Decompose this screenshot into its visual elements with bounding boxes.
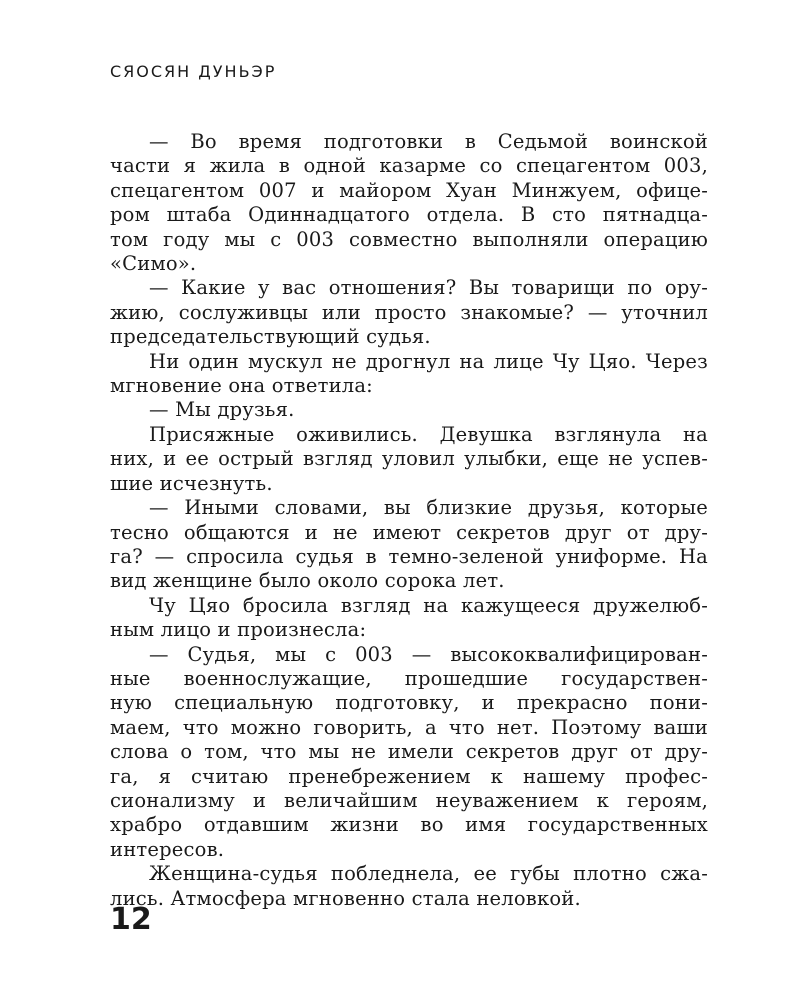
text-line: интересов. — [110, 837, 225, 861]
text-line: — Иными словами, вы близкие друзья, которые — [149, 496, 708, 520]
text-line: жию, сослуживцы или просто знакомые? — уточнил — [110, 300, 708, 324]
text-line: Присяжные оживились. Девушка взглянула на — [149, 422, 708, 446]
text-line: га, я считаю пренебрежением к нашему профес- — [110, 764, 708, 788]
text-line: храбро отдавшим жизни во имя государственных — [110, 813, 708, 837]
page-number: 12 — [110, 902, 152, 937]
text-line: — Мы друзья. — [149, 398, 295, 422]
text-line: «Симо». — [110, 252, 197, 276]
text-line: председательствующий судья. — [110, 325, 431, 349]
text-line: вид женщине было около сорока лет. — [110, 569, 505, 593]
text-line: них, и ее острый взгляд уловил улыбки, еще не успев- — [110, 447, 708, 471]
text-line: маем, что можно говорить, а что нет. Поэтому ваши — [110, 715, 708, 739]
text-line: том году мы с 003 совместно выполняли операцию — [110, 227, 708, 251]
text-line: части я жила в одной казарме со спецагентом 003, — [110, 154, 708, 178]
text-line: лись. Атмосфера мгновенно стала неловкой. — [110, 886, 581, 910]
text-line: тесно общаются и не имеют секретов друг от дру- — [110, 520, 708, 544]
text-line: шие исчезнуть. — [110, 471, 273, 495]
text-line: ным лицо и произнесла: — [110, 618, 367, 642]
text-line: ную специальную подготовку, и прекрасно пони- — [110, 691, 708, 715]
text-line: Ни один мускул не дрогнул на лице Чу Цяо. Через — [149, 349, 708, 373]
text-line: — Во время подготовки в Седьмой воинской — [149, 130, 708, 153]
text-line: Женщина-судья побледнела, ее губы плотно сжа- — [149, 862, 708, 886]
text-line: ром штаба Одиннадцатого отдела. В сто пятнадца- — [110, 203, 708, 227]
text-line: Чу Цяо бросила взгляд на кажущееся дружелюб- — [149, 593, 708, 617]
running-header: СЯОСЯН ДУНЬЭР — [110, 62, 277, 81]
body-text — [110, 130, 708, 911]
text-line: слова о том, что мы не имели секретов друг от дру- — [110, 740, 708, 764]
text-line: — Судья, мы с 003 — высококвалифицирован- — [149, 642, 708, 666]
text-line: мгновение она ответила: — [110, 374, 373, 398]
text-line: ные военнослужащие, прошедшие государствен- — [110, 666, 708, 690]
text-line: — Какие у вас отношения? Вы товарищи по ору- — [149, 276, 708, 300]
text-line: га? — спросила судья в темно-зеленой униформе. На — [110, 544, 708, 568]
text-line: спецагентом 007 и майором Хуан Минжуем, офице- — [110, 178, 708, 202]
text-line: сионализму и величайшим неуважением к героям, — [110, 788, 708, 812]
